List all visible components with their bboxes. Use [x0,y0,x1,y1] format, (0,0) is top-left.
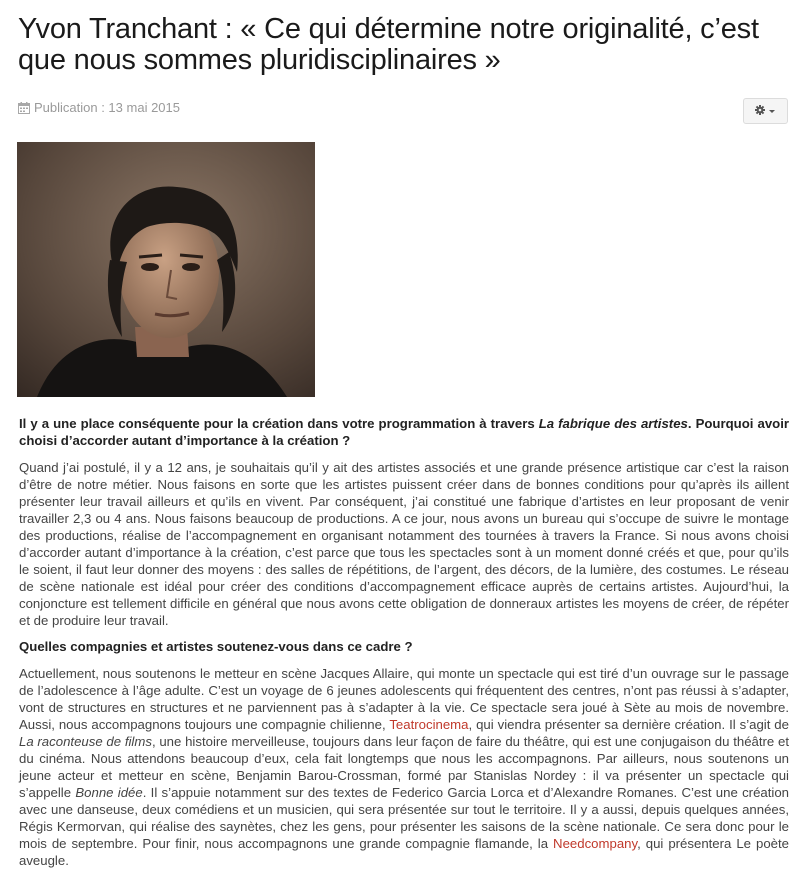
needcompany-link[interactable]: Needcompany [553,836,638,851]
page-title: Yvon Tranchant : « Ce qui détermine notre originalité, c’est que nous sommes pluridisciplinaires » [18,13,759,76]
article-tools-button[interactable] [743,98,788,124]
article-body [19,415,789,878]
author-photo [17,142,315,397]
calendar-icon [18,102,30,114]
answer-1: Quand j’ai postulé, il y a 12 ans, je souhaitais qu’il y ait des artistes associés et une grande présence artistique car c’est la raison d’être de notre métier. Nous faisons en sorte que les artistes puissent créer dans de bonnes conditions pour qu’après ils aillent présenter leur travail ailleurs et qu’ils en vivent. Par conséquent, j’ai constitué une fabrique d’artistes en leur proposant de venir travailler 2,3 ou 4 ans. Nous faisons beaucoup de productions. A ce jour, nous avons un bureau qui s’occupe de suivre le montage des productions, réalise de l’accompagnement en organisant notamment des tournées à travers la France. Si nous avons choisi d’accorder autant d’importance à la création, c’est parce que tous les spectacles sont à un moment donné créés et que, pour qu’ils le soient, il faut leur donner des moyens : des salles de répétitions, de l’argent, des décors, de la lumière, des costumes. Le réseau de scène nationale est idéal pour créer des conditions d’accompagnement efficace auprès de certains artistes. Aujourd’hui, la conjoncture est tellement difficile en général que nous avons cette obligation de donneraux artistes les moyens de créer, de répéter et de produire leur travail. [19,460,789,628]
publication-date [18,100,180,115]
answer-2: Actuellement, nous soutenons le metteur en scène Jacques Allaire, qui monte un spectacle qui est tiré d’un ouvrage sur le passage de l’adolescence à l’âge adulte. C’est un voyage de 6 jeunes adolescents qui fréquentent des centres, n’ont pas réussi à s’adapter, vont de structures en structures et ne parviennent pas à s’adapter à la vie. Ce spectacle sera joué à Sète au mois de novembre. Aussi, nous accompagnons toujours une compagnie chilienne, Teatrocinema, qui viendra présenter sa dernière création. Il s’agit de La raconteuse de films, une histoire merveilleuse, toujours dans leur façon de faire du théâtre, qui est une conjugaison du théâtre et du cinéma. Nous attendons beaucoup d’eux, cela fait longtemps que nous les accompagnons. Par ailleurs, nous soutenons un jeune acteur et metteur en scène, Benjamin Barou-Crossman, formé par Stanislas Nordey : il va présenter un spectacle qui s’appelle Bonne idée. Il s’appuie notamment sur des textes de Federico Garcia Lorca et d’Alexandre Romanes. C’est une création avec une danseuse, deux comédiens et un musicien, qui sera présentée sur tout le territoire. Il y a aussi, depuis quelques années, Régis Kermorvan, qui réalise des saynètes, chez les gens, pour présenter les saisons de la scène nationale. Ce sera donc pour le mois de septembre. Pour finir, nous accompagnons une grande compagnie flamande, la Needcompany, qui présentera Le poète aveugle. [19,666,790,868]
question-2: Quelles compagnies et artistes soutenez-vous dans ce cadre ? [19,639,413,654]
gear-icon [755,105,777,117]
teatrocinema-link[interactable]: Teatrocinema [389,717,469,732]
question-1: Il y a une place conséquente pour la création dans votre programmation à travers La fabrique des artistes. Pourquoi avoir choisi d’accorder autant d’importance à la création ? [19,416,790,448]
publication-label: Publication : 13 mai 2015 [34,100,180,115]
caret-down-icon [769,110,775,113]
